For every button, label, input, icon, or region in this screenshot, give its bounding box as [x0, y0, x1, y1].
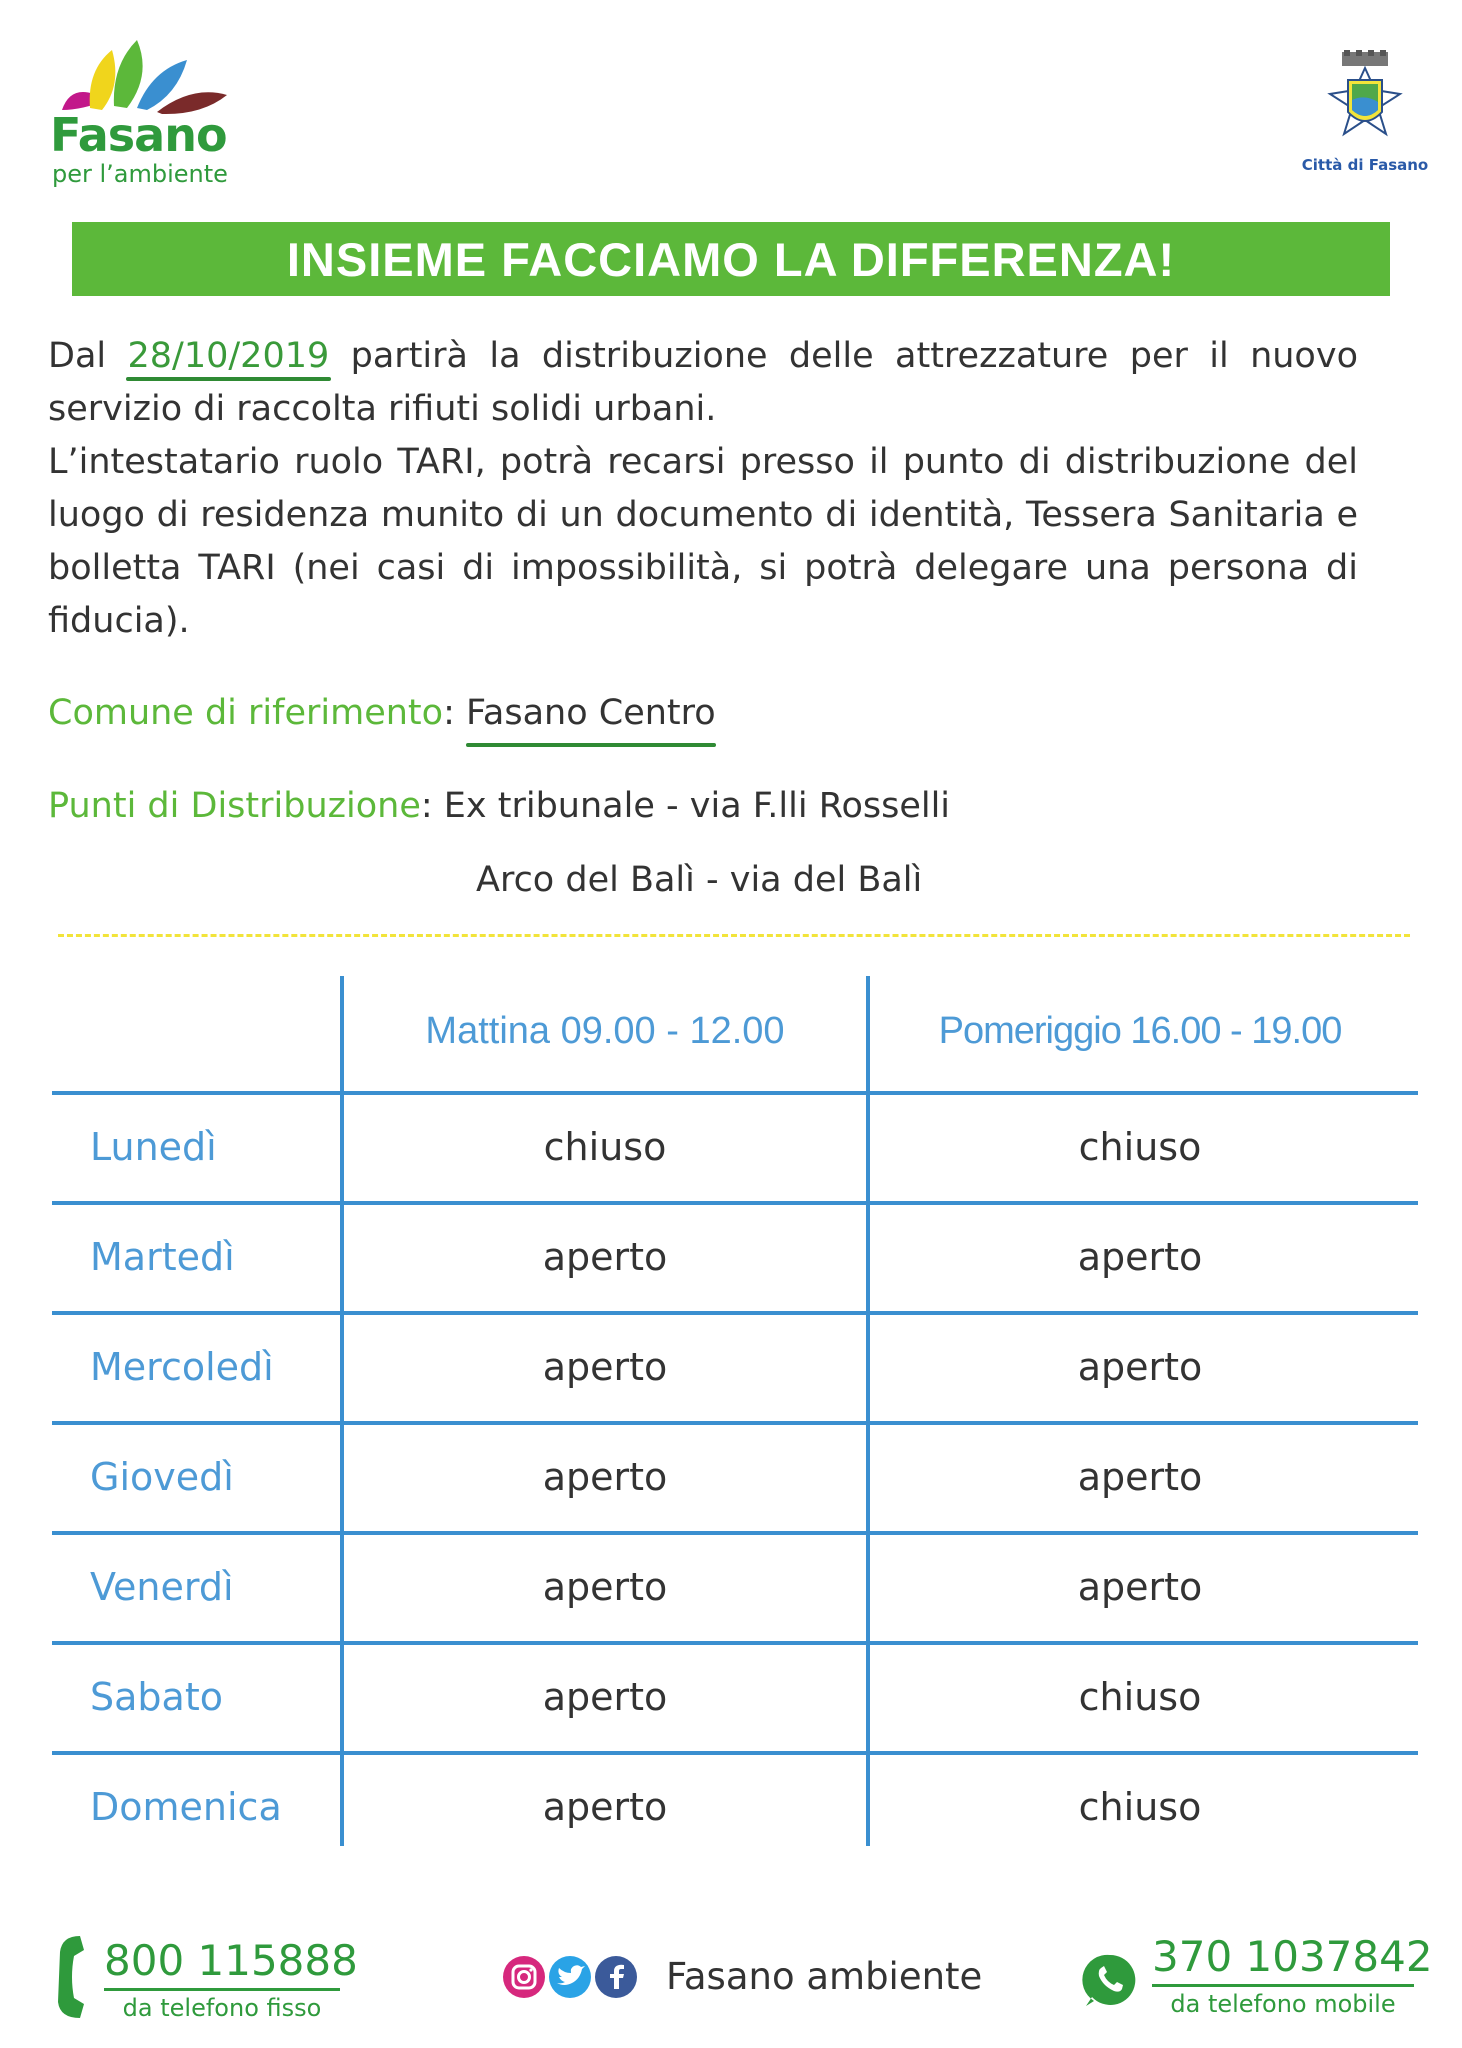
- landline-label: da telefono fisso: [122, 1994, 322, 2022]
- comune-value: Fasano Centro: [466, 693, 716, 733]
- coat-of-arms-icon: [1320, 50, 1410, 150]
- table-divider-h: [52, 1201, 1418, 1205]
- table-divider-h: [52, 1421, 1418, 1425]
- instagram-icon[interactable]: [503, 1956, 545, 1998]
- day-label: Martedì: [90, 1235, 235, 1279]
- header-morning: Mattina 09.00 - 12.00: [425, 1010, 785, 1052]
- logo-tagline: per l’ambiente: [52, 160, 228, 188]
- punti-place-1: Ex tribunale - via F.lli Rosselli: [443, 786, 951, 826]
- table-divider-h: [52, 1641, 1418, 1645]
- afternoon-status: aperto: [1077, 1565, 1203, 1609]
- header-afternoon: Pomeriggio 16.00 - 19.00: [938, 1010, 1342, 1052]
- start-date: 28/10/2019: [128, 330, 330, 383]
- logo-name: Fasano: [50, 108, 227, 162]
- intro-p1: partirà la distribuzione delle attrezzature per il nuovo servizio di raccolta rifiuti solidi urbani.: [48, 336, 1358, 429]
- table-divider-h: [52, 1311, 1418, 1315]
- punti-place-2: Arco del Balì - via del Balì: [476, 860, 923, 900]
- social-icons: [502, 1955, 638, 1999]
- afternoon-status: aperto: [1077, 1235, 1203, 1279]
- table-divider-h: [52, 1531, 1418, 1535]
- intro-prefix: Dal: [48, 336, 107, 376]
- punti-line: Punti di Distribuzione: Ex tribunale - via F.lli Rosselli: [48, 786, 951, 826]
- table-divider-h: [52, 1091, 1418, 1095]
- citta-label: Città di Fasano: [1301, 156, 1429, 174]
- morning-status: aperto: [542, 1345, 668, 1389]
- landline-number[interactable]: 800 115888: [104, 1936, 358, 1985]
- twitter-icon[interactable]: [549, 1956, 591, 1998]
- headline-text: INSIEME FACCIAMO LA DIFFERENZA!: [286, 232, 1176, 286]
- day-label: Lunedì: [90, 1125, 217, 1169]
- whatsapp-icon: [1082, 1952, 1138, 2008]
- morning-status: chiuso: [543, 1125, 667, 1169]
- day-label: Venerdì: [90, 1565, 234, 1609]
- mobile-underline: [1152, 1984, 1414, 1987]
- fasano-ambiente-logo: [44, 40, 234, 190]
- morning-status: aperto: [542, 1455, 668, 1499]
- afternoon-status: aperto: [1077, 1455, 1203, 1499]
- facebook-icon[interactable]: [595, 1956, 637, 1998]
- morning-status: aperto: [542, 1235, 668, 1279]
- mobile-number[interactable]: 370 1037842: [1152, 1932, 1433, 1981]
- dashed-divider: [58, 934, 1410, 937]
- morning-status: aperto: [542, 1675, 668, 1719]
- afternoon-status: aperto: [1077, 1345, 1203, 1389]
- afternoon-status: chiuso: [1078, 1125, 1202, 1169]
- social-handle[interactable]: Fasano ambiente: [666, 1955, 983, 1998]
- punti-label: Punti di Distribuzione: [48, 786, 421, 826]
- day-label: Domenica: [90, 1785, 282, 1829]
- phone-icon: [52, 1932, 92, 2022]
- headline-banner: [72, 222, 1390, 296]
- day-label: Mercoledì: [90, 1345, 274, 1389]
- comune-label: Comune di riferimento: [48, 693, 444, 733]
- day-label: Giovedì: [90, 1455, 234, 1499]
- afternoon-status: chiuso: [1078, 1785, 1202, 1829]
- citta-di-fasano-logo: [1290, 50, 1440, 185]
- landline-underline: [104, 1988, 340, 1991]
- intro-paragraph: [48, 330, 1358, 648]
- day-label: Sabato: [90, 1675, 223, 1719]
- comune-line: Comune di riferimento: Fasano Centro: [48, 693, 716, 733]
- afternoon-status: chiuso: [1078, 1675, 1202, 1719]
- mobile-label: da telefono mobile: [1170, 1990, 1396, 2018]
- morning-status: aperto: [542, 1785, 668, 1829]
- morning-status: aperto: [542, 1565, 668, 1609]
- table-divider-h: [52, 1751, 1418, 1755]
- intro-p2: L’intestatario ruolo TARI, potrà recarsi presso il punto di distribuzione del luogo di residenza munito di un documento di identità, Tessera Sanitaria e bolletta TARI (nei casi di impossibilità, si potrà delegare una persona di fiducia).: [48, 442, 1358, 641]
